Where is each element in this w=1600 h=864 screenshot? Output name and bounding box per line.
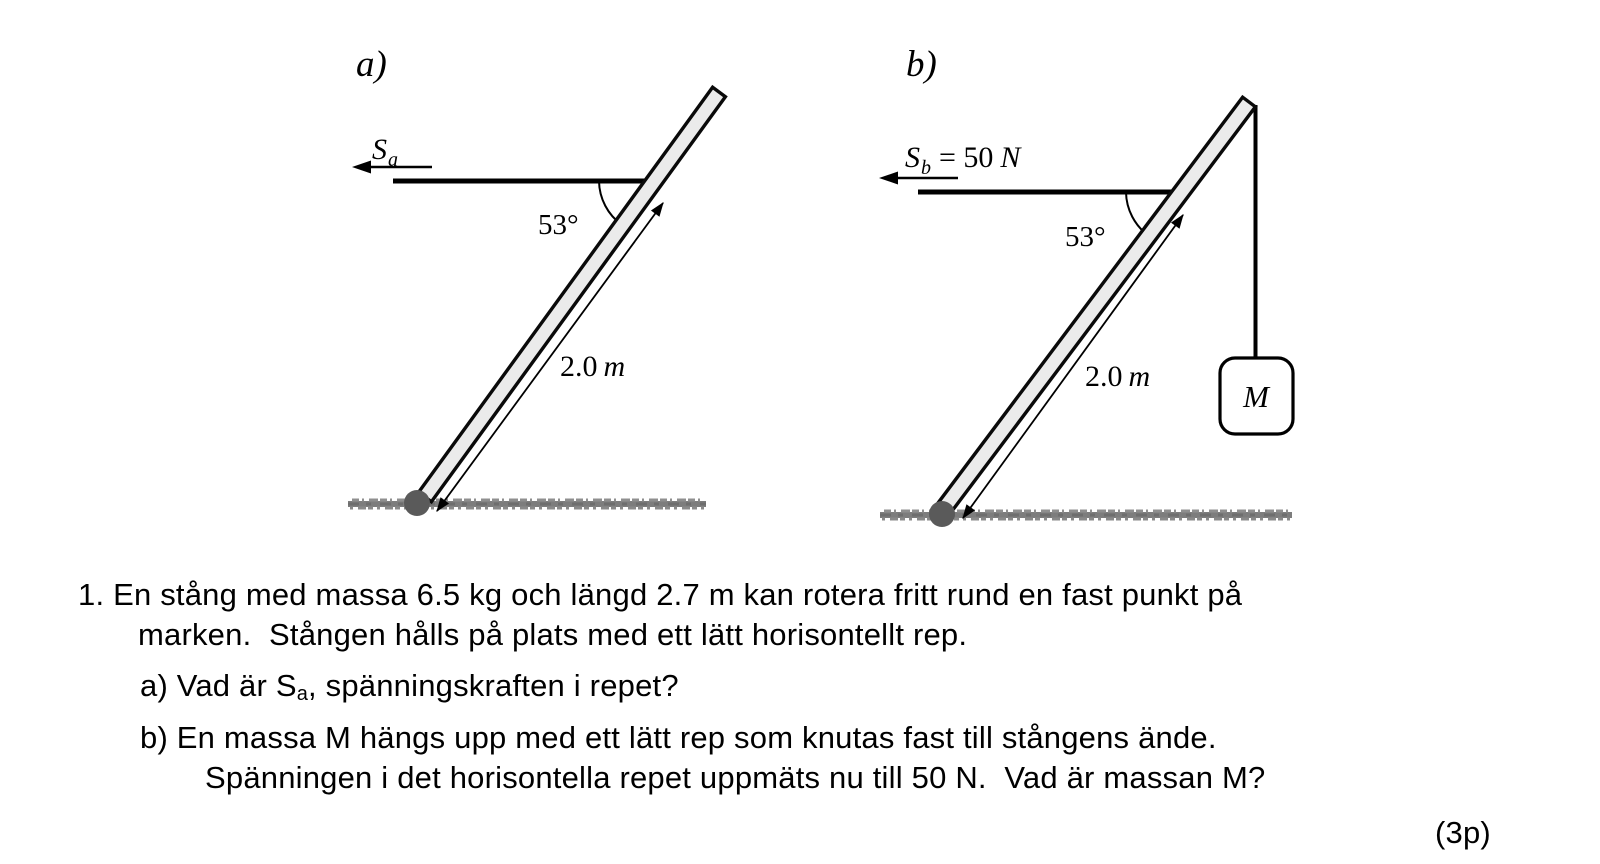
mass-label: M	[1243, 379, 1269, 414]
rod-a	[419, 87, 726, 501]
ground-a	[348, 500, 706, 508]
tension-equals-b: = 50	[939, 141, 994, 174]
problem-part-b-line-2: Spänningen i det horisontella repet uppmäts nu till 50 N. Vad är massan M?	[205, 760, 1266, 795]
length-unit-b: m	[1128, 360, 1151, 393]
panel-a-label: a)	[356, 44, 387, 85]
points-badge: (3p)	[1435, 815, 1491, 850]
tension-symbol-b: S	[905, 141, 920, 174]
problem-line-2: marken. Stången hålls på plats med ett lätt horisontellt rep.	[138, 617, 968, 652]
length-value-b: 2.0	[1085, 360, 1123, 393]
problem-part-a	[140, 668, 679, 704]
length-label-b	[1085, 360, 1150, 393]
problem-part-b-line-1: b) En massa M hängs upp med ett lätt rep som knutas fast till stångens ände.	[140, 720, 1217, 755]
length-value-a: 2.0	[560, 350, 598, 383]
tension-label-a	[372, 133, 398, 171]
tension-subscript-a: a	[388, 149, 398, 171]
tension-unit-b: N	[1000, 141, 1021, 174]
tension-subscript-b: b	[921, 157, 931, 179]
tension-symbol-a: S	[372, 133, 387, 166]
angle-label-a: 53°	[538, 209, 579, 241]
part-a-text: a) Vad är S	[140, 668, 297, 703]
figure-panel-b	[879, 44, 1293, 527]
arrow-left-icon	[352, 161, 371, 174]
problem-line-1: 1. En stång med massa 6.5 kg och längd 2.7 m kan rotera fritt rund en fast punkt på	[78, 577, 1243, 612]
arrow-left-icon	[879, 172, 898, 185]
figure-panel-a	[348, 44, 725, 516]
length-label-a	[560, 350, 625, 383]
length-arrow-a	[437, 203, 663, 511]
angle-label-b: 53°	[1065, 221, 1106, 253]
part-a-subscript: a	[296, 683, 309, 705]
pivot-a	[404, 490, 430, 516]
tension-label-b	[905, 141, 1022, 179]
part-a-question: , spänningskraften i repet?	[308, 668, 679, 703]
panel-b-label: b)	[906, 44, 937, 85]
length-unit-a: m	[603, 350, 626, 383]
pivot-b	[929, 501, 955, 527]
